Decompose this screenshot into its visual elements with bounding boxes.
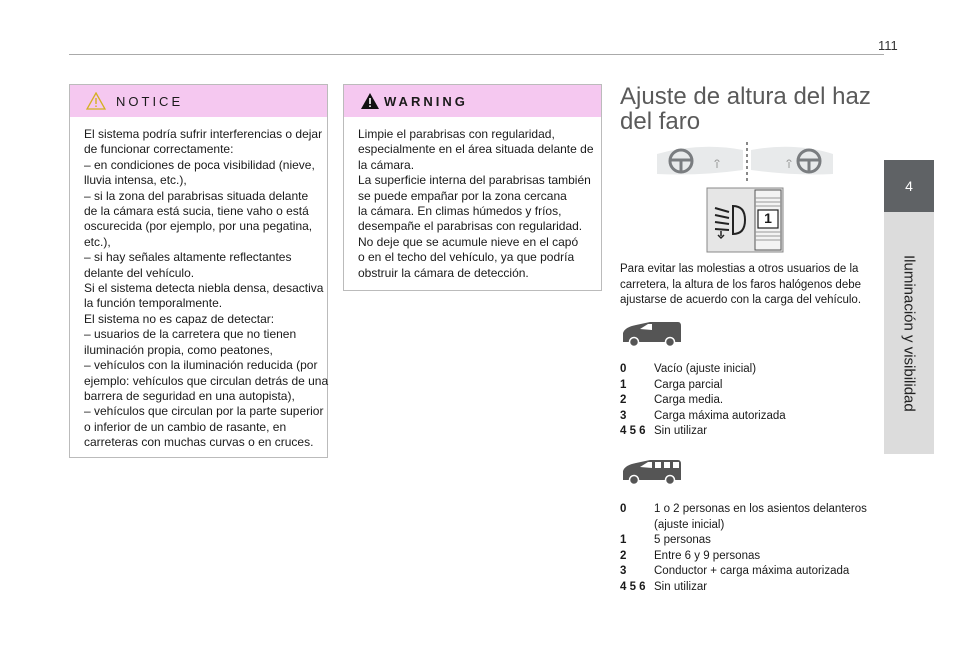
legend-row xyxy=(620,393,786,409)
section-title-line: del faro xyxy=(620,108,701,135)
notice-line: o inferior de un cambio de rasante, en xyxy=(84,419,287,434)
legend-text: Carga parcial xyxy=(654,378,723,391)
van-load-legend xyxy=(620,362,786,440)
legend-text: (ajuste inicial) xyxy=(654,518,725,531)
legend-text: 1 o 2 personas en los asientos delanteros xyxy=(654,503,867,515)
top-divider xyxy=(69,54,884,55)
legend-code: 3 xyxy=(620,409,627,422)
warning-line: se puede empañar por la zona cercana xyxy=(358,188,567,203)
legend-text: 5 personas xyxy=(654,534,711,547)
notice-line: – vehículos con la iluminación reducida (por xyxy=(84,358,318,373)
legend-code: 1 xyxy=(620,534,627,547)
notice-line: – usuarios de la carretera que no tienen xyxy=(84,327,297,342)
notice-box xyxy=(69,84,328,458)
chapter-tab[interactable]: 4 xyxy=(884,160,934,212)
notice-line: oscurecida (por ejemplo, por una pegatina, xyxy=(84,219,313,234)
notice-line: etc.), xyxy=(84,234,111,249)
van-icon xyxy=(620,321,682,347)
notice-line: El sistema podría sufrir interferencias o dejar xyxy=(84,127,323,141)
legend-code: 1 xyxy=(620,378,627,391)
notice-header xyxy=(70,85,327,117)
legend-code: 4 5 6 xyxy=(620,580,646,593)
chapter-title: Iluminación y visibilidad xyxy=(900,254,918,412)
legend-code xyxy=(620,518,654,534)
warning-line: No deje que se acumule nieve en el capó xyxy=(358,234,579,249)
legend-text: Sin utilizar xyxy=(654,580,708,593)
legend-code: 0 xyxy=(620,363,627,375)
legend-row xyxy=(620,549,867,565)
notice-line: – vehículos que circulan por la parte superior xyxy=(84,404,324,419)
warning-box xyxy=(343,84,602,291)
legend-text: Carga media. xyxy=(654,394,724,407)
warning-line: o en el techo del vehículo, ya que podría xyxy=(358,250,575,265)
warning-line: la cámara. xyxy=(358,157,415,172)
legend-text: Carga máxima autorizada xyxy=(654,409,786,422)
legend-code: 2 xyxy=(620,394,627,407)
legend-row xyxy=(620,564,867,580)
warning-line: desempañe el parabrisas con regularidad. xyxy=(358,219,583,234)
notice-line: – en condiciones de poca visibilidad (nieve, xyxy=(84,157,315,172)
warning-line: Limpie el parabrisas con regularidad, xyxy=(358,127,555,141)
notice-line: Si el sistema detecta niebla densa, desactiva xyxy=(84,281,324,296)
page-number: 111 xyxy=(878,38,898,53)
notice-line: la función temporalmente. xyxy=(84,296,223,311)
left-dashboard xyxy=(657,147,743,175)
warning-outline-icon xyxy=(86,92,106,110)
legend-row xyxy=(620,518,867,534)
legend-row xyxy=(620,502,867,518)
warning-filled-icon xyxy=(360,92,380,110)
dashboard-illustration xyxy=(655,140,835,255)
section-title xyxy=(620,84,871,134)
notice-heading: NOTICE xyxy=(116,94,184,109)
notice-line: lluvia intensa, etc.), xyxy=(84,173,187,188)
legend-row xyxy=(620,424,786,440)
intro-paragraph xyxy=(620,262,882,309)
right-dashboard xyxy=(751,147,833,175)
legend-row xyxy=(620,533,867,549)
notice-line: delante del vehículo. xyxy=(84,265,195,280)
notice-line: – si hay señales altamente reflectantes xyxy=(84,250,292,265)
headlamp-dial-value[interactable]: 1 xyxy=(764,210,772,226)
legend-code: 0 xyxy=(620,503,627,515)
notice-line: ejemplo: vehículos que circulan detrás de una xyxy=(84,373,329,388)
legend-code: 2 xyxy=(620,549,627,562)
notice-line: carreteras con muchas curvas o en cruces. xyxy=(84,435,314,450)
chapter-title-wrap xyxy=(884,212,934,454)
warning-header xyxy=(344,85,601,117)
section-title-line: Ajuste de altura del haz xyxy=(620,83,871,110)
people-carrier-icon xyxy=(620,459,682,485)
passenger-load-legend xyxy=(620,502,867,596)
notice-line: de funcionar correctamente: xyxy=(84,142,234,157)
warning-body xyxy=(344,117,601,281)
warning-heading: WARNING xyxy=(384,94,468,109)
legend-code: 4 5 6 xyxy=(620,425,646,438)
warning-line: la cámara. En climas húmedos y fríos, xyxy=(358,204,562,219)
legend-code: 3 xyxy=(620,565,627,578)
notice-line: de la cámara está sucia, tiene vaho o está xyxy=(84,204,309,219)
notice-line: – si la zona del parabrisas situada delante xyxy=(84,188,309,203)
intro-line: carretera, la altura de los faros halógenos debe xyxy=(620,278,862,291)
notice-line: barrera de seguridad en una autopista), xyxy=(84,388,295,403)
legend-text: Entre 6 y 9 personas xyxy=(654,549,761,562)
notice-body xyxy=(70,117,327,451)
warning-line: La superficie interna del parabrisas también xyxy=(358,173,591,188)
legend-text: Vacío (ajuste inicial) xyxy=(654,363,757,375)
intro-line: Para evitar las molestias a otros usuarios de la xyxy=(620,263,859,275)
warning-line: especialmente en el área situada delante de xyxy=(358,142,594,157)
warning-line: obstruir la cámara de detección. xyxy=(358,265,529,280)
intro-line: ajustarse de acuerdo con la carga del vehículo. xyxy=(620,294,862,306)
notice-line: iluminación propia, como peatones, xyxy=(84,342,273,357)
notice-line: El sistema no es capaz de detectar: xyxy=(84,311,275,326)
legend-row xyxy=(620,580,867,596)
legend-row xyxy=(620,378,786,394)
legend-row xyxy=(620,362,786,378)
legend-text: Sin utilizar xyxy=(654,425,708,438)
legend-row xyxy=(620,409,786,425)
legend-text: Conductor + carga máxima autorizada xyxy=(654,565,850,578)
